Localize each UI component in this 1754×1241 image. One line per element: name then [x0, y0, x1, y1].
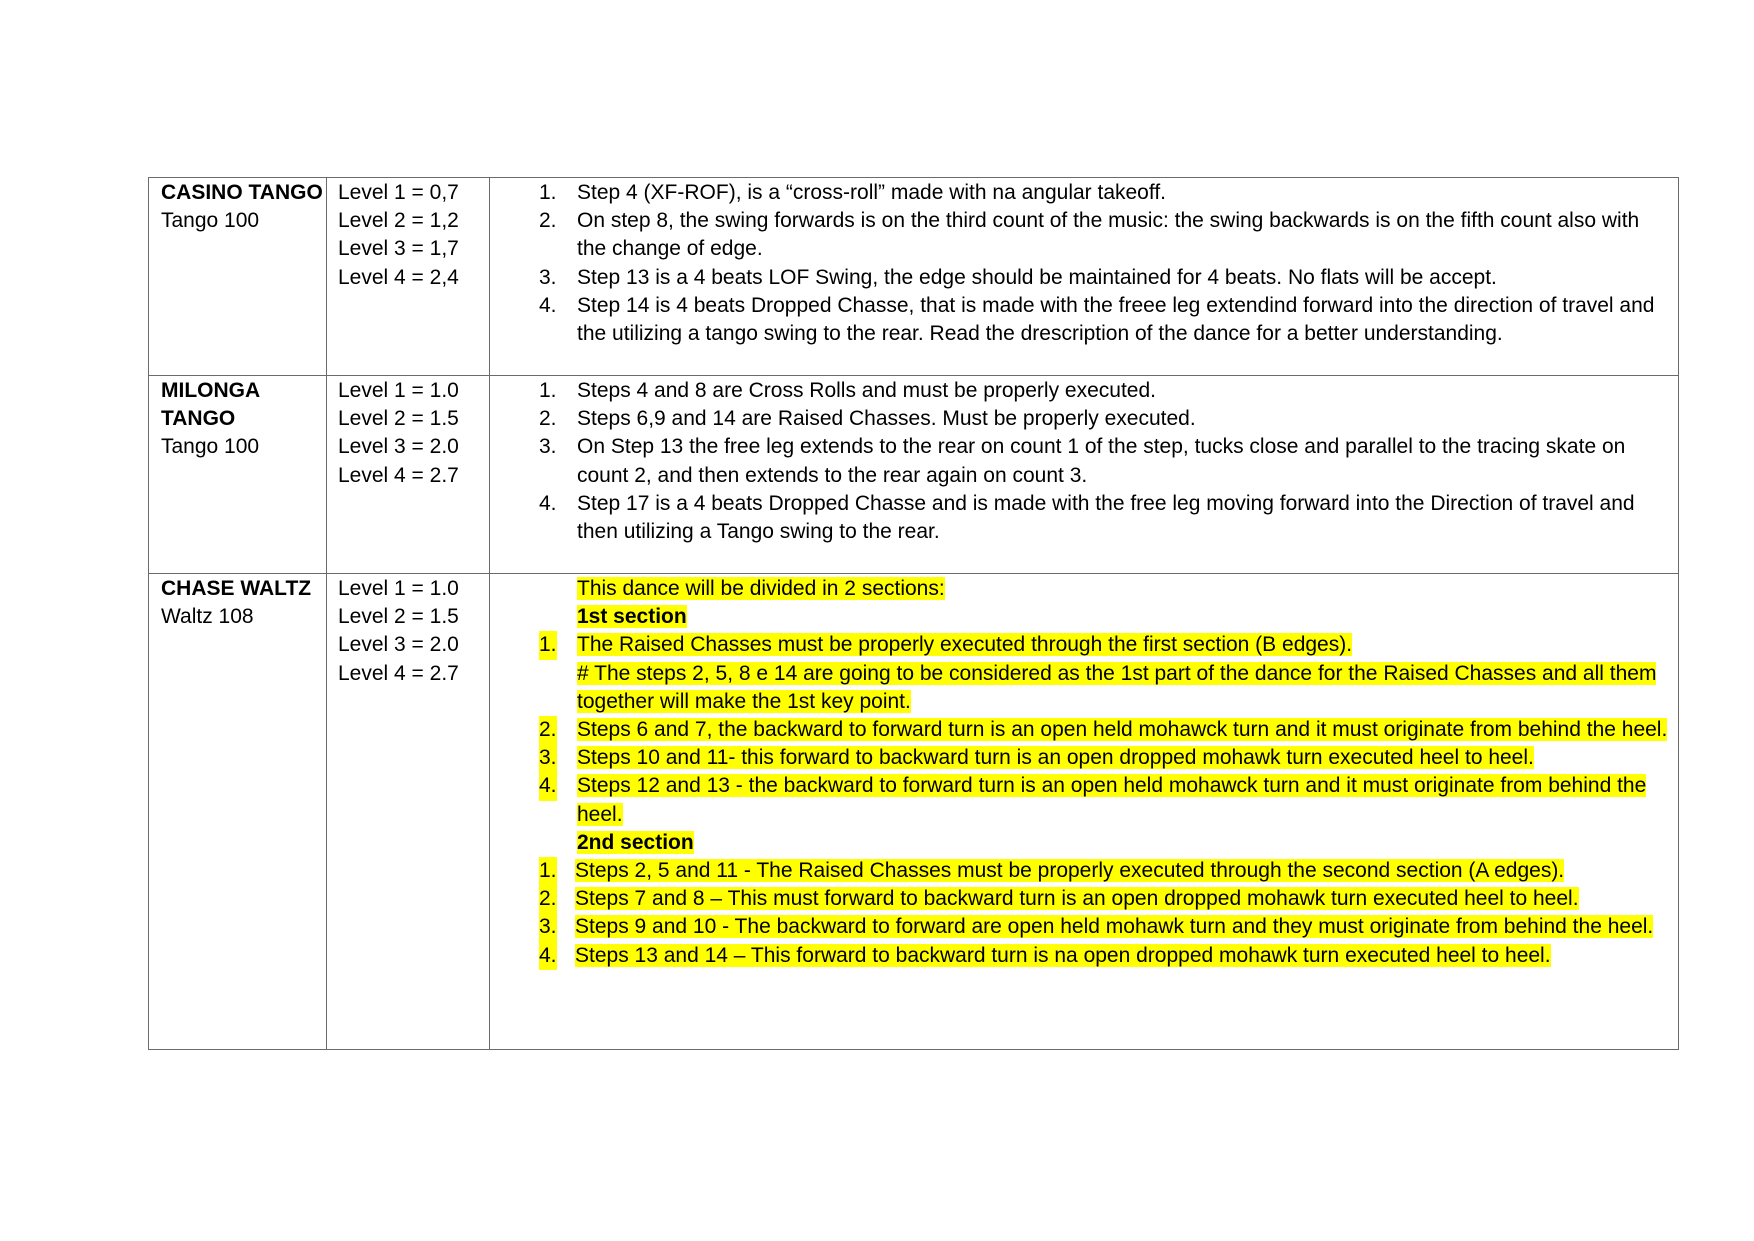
list-item: [490, 772, 1678, 828]
level-3: Level 3 = 2.0: [338, 633, 459, 657]
item-text: Steps 12 and 13 - the backward to forward turn is an open held mohawck turn and it must originate from behind the heel.: [577, 774, 1647, 826]
item-text: Steps 4 and 8 are Cross Rolls and must be properly executed.: [577, 379, 1156, 402]
item-number: 4.: [539, 491, 557, 515]
level-2: Level 2 = 1,2: [338, 209, 459, 233]
item-text: Step 4 (XF-ROF), is a “cross-roll” made with na angular takeoff.: [577, 181, 1166, 204]
item-text: Steps 6 and 7, the backward to forward turn is an open held mohawck turn and it must originate from behind the heel.: [577, 718, 1668, 742]
item-note: # The steps 2, 5, 8 e 14 are going to be considered as the 1st part of the dance for the Raised Chasses and all them together will make the 1st key point.: [577, 661, 1657, 713]
item-text: Steps 7 and 8 – This must forward to backward turn is an open dropped mohawk turn executed heel to heel.: [575, 887, 1579, 911]
item-number: 4.: [539, 772, 557, 800]
dance-name-line-2: TANGO: [161, 407, 236, 431]
table-row-milonga-tango: [149, 376, 1679, 574]
level-4: Level 4 = 2,4: [338, 265, 459, 289]
item-text: Step 14 is 4 beats Dropped Chasse, that is made with the freee leg extendind forward into the direction of travel and the utilizing a tango swing to the rear. Read the drescription of the dance for a better understanding.: [577, 293, 1655, 346]
level-4: Level 4 = 2.7: [338, 463, 459, 487]
item-text: Step 13 is a 4 beats LOF Swing, the edge should be maintained for 4 beats. No flats will be accept.: [577, 265, 1497, 289]
level-2: Level 2 = 1.5: [338, 407, 459, 431]
item-number: 1.: [539, 379, 557, 402]
notes-cell: [490, 376, 1679, 574]
level-1: Level 1 = 0,7: [338, 181, 459, 204]
notes-cell: [490, 178, 1679, 376]
levels-cell: [327, 574, 490, 1050]
table-row-chase-waltz: [149, 574, 1679, 1050]
item-number: 4.: [539, 942, 557, 970]
level-2: Level 2 = 1.5: [338, 605, 459, 629]
item-number: 2.: [539, 716, 557, 744]
levels-cell: [327, 178, 490, 376]
dance-name-cell: [149, 574, 327, 1050]
dance-tempo: Waltz 108: [161, 605, 254, 629]
item-number: 3.: [539, 913, 557, 941]
level-1: Level 1 = 1.0: [338, 379, 459, 402]
item-text: On Step 13 the free leg extends to the rear on count 1 of the step, tucks close and parallel to the tracing skate on count 2, and then extends to the rear again on count 3.: [577, 435, 1626, 487]
dance-name: MILONGA: [161, 379, 261, 402]
item-text: Steps 10 and 11- this forward to backward turn is an open dropped mohawk turn executed heel to heel.: [577, 746, 1534, 770]
list-item: [490, 631, 1678, 716]
list-item: [490, 292, 1678, 348]
list-item: [490, 377, 1678, 405]
level-1: Level 1 = 1.0: [338, 577, 459, 600]
level-3: Level 3 = 2.0: [338, 435, 459, 459]
dance-tempo: Tango 100: [161, 209, 260, 233]
section-heading-1: 1st section: [577, 605, 687, 629]
item-number: 2.: [539, 209, 557, 233]
list-item: [490, 716, 1678, 744]
list-item: [490, 179, 1678, 207]
list-item: [490, 264, 1678, 292]
dance-name: CASINO TANGO: [161, 181, 323, 204]
list-item: [490, 490, 1678, 546]
list-item: [490, 405, 1678, 433]
dance-name: CHASE WALTZ: [161, 577, 312, 600]
list-item: [490, 857, 1678, 885]
item-text: Steps 13 and 14 – This forward to backward turn is na open dropped mohawk turn executed heel to heel.: [575, 943, 1551, 967]
section-intro: This dance will be divided in 2 sections:: [577, 577, 945, 600]
notes-cell: [490, 574, 1679, 1050]
table-row-casino-tango: [149, 178, 1679, 376]
item-text: Step 17 is a 4 beats Dropped Chasse and is made with the free leg moving forward into the Direction of travel and then utilizing a Tango swing to the rear.: [577, 491, 1635, 544]
item-text: The Raised Chasses must be properly executed through the first section (B edges).: [577, 633, 1353, 657]
item-text: On step 8, the swing forwards is on the third count of the music: the swing backwards is on the fifth count also with the change of edge.: [577, 209, 1640, 261]
item-text: Steps 9 and 10 - The backward to forward are open held mohawk turn and they must originate from behind the heel.: [575, 915, 1654, 939]
list-item: [490, 942, 1678, 970]
item-number: 1.: [539, 181, 557, 204]
item-number: 3.: [539, 265, 557, 289]
dance-name-cell: [149, 178, 327, 376]
item-number: 3.: [539, 744, 557, 772]
dance-name-cell: [149, 376, 327, 574]
item-text: Steps 2, 5 and 11 - The Raised Chasses must be properly executed through the second section (A edges).: [575, 859, 1565, 883]
item-number: 1.: [539, 857, 557, 885]
item-number: 1.: [539, 631, 557, 659]
level-3: Level 3 = 1,7: [338, 237, 459, 261]
dance-tempo: Tango 100: [161, 435, 260, 459]
item-number: 3.: [539, 435, 557, 459]
dance-rules-table: [148, 177, 1679, 1050]
item-number: 4.: [539, 293, 557, 317]
level-4: Level 4 = 2.7: [338, 661, 459, 685]
levels-cell: [327, 376, 490, 574]
list-item: [490, 744, 1678, 772]
list-item: [490, 207, 1678, 263]
section-heading-2: 2nd section: [577, 830, 694, 854]
item-number: 2.: [539, 407, 557, 431]
list-item: [490, 433, 1678, 489]
list-item: [490, 885, 1678, 913]
item-text: Steps 6,9 and 14 are Raised Chasses. Must be properly executed.: [577, 407, 1196, 431]
list-item: [490, 913, 1678, 941]
item-number: 2.: [539, 885, 557, 913]
